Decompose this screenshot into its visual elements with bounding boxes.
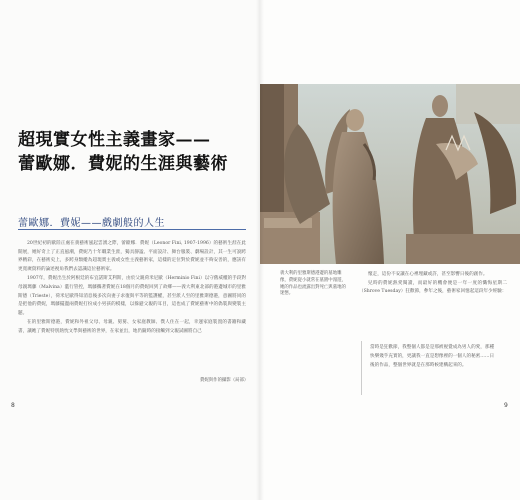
paragraph: 20世紀初的歐陸正處在義藝術風起雲湧之際，蕾歐娜．費妮（Leonor Fini, 1907-1996）的藝術生涯在此開展，她好奇上了正直風潮，費妮乃十年職業生涯，獨具靜謐、平面設計、舞台服裝、劇場設計，其一生可說跨界精彩，在藝術史上，多跨身類縱為超現實主義或女性主義藝術家，這樣的定位對於費妮並不夠安善的，應該有更寬廣資料的論述視角我們去認識這位藝術家。: [18, 241, 246, 272]
statue-illustration: [260, 84, 520, 264]
paragraph: 懷走，這份不安讓在心裡埋藏或許，甚至影響日後的創作。: [368, 272, 488, 277]
quotation-text: 當時是狂歡節，我整個人都是是那被視覺成為男人的愛，那種快樂幾乎充實的，更讓我一直是想像裡的一個人的秘密……日後的作品，整個世界就是在那時候建構起來的。: [370, 345, 495, 368]
image-caption-left: 費妮與作的攝影（局部）: [200, 378, 249, 383]
statue-photo: [260, 84, 520, 264]
image-caption-right: 義大利的里雅斯德港邊的墓地雕像，費妮從小就常在墓園中漫遊，她的作品也流露出對死亡與墓地的迷戀。: [280, 271, 346, 297]
heading-underline: [18, 229, 246, 230]
right-body-text: [359, 271, 507, 297]
left-body-text: [18, 240, 246, 338]
book-gutter: [256, 0, 264, 500]
page-number-left: 8: [11, 402, 15, 409]
chapter-title: [18, 128, 248, 176]
title-line-1: 超現實女性主義畫家——: [18, 130, 211, 150]
paragraph: 1907年，費妮出生於阿根廷的布宜諾斯艾利斯，由於父親荷米尼歐（Herminio Fini）以守舊威權的手段對母親瑪藤（Malvina）濫行管控，瑪藤攜著費妮在18個月的費妮回到了故鄉——義大利東北部的港邊城市的里雅斯德（Trieste），荷米尼歐得知消息後多次向妻子求復與平等的監護權，甚至派人至的里雅斯德港，意圖將同的是把他的費妮，瑪藤擺盪兩費妮打扮成小男孩的模樣，以躲避父親的耳目，這也成了費妮藝術中的偽裝與變裝主題。: [18, 276, 246, 316]
page-number-right: 9: [504, 402, 508, 409]
section-heading: 蕾歐娜．費妮——戲劇般的人生: [18, 218, 165, 229]
right-page: [260, 0, 520, 500]
paragraph: 在的里雅斯德港，費妮和外祖父母、母親、舅舅、女家庭教師、僕人住在一起，幸運家庭裝置的書籍和藏書，讓她了費妮特別熱忱文學與藝術的世界，在家並出，地仍隨時的接觸到父親試圖將自己: [18, 320, 246, 334]
title-line-2: 蕾歐娜．費妮的生涯與藝術: [18, 154, 228, 174]
quotation-block: [361, 341, 502, 395]
paragraph: 兒時的費妮熱愛閱讀，而最好的機會便是一年一度的懺悔星期二（Shrove Tuesday）狂歡節，參年之後，藝術家回憶起這段年少經驗：: [359, 280, 507, 295]
